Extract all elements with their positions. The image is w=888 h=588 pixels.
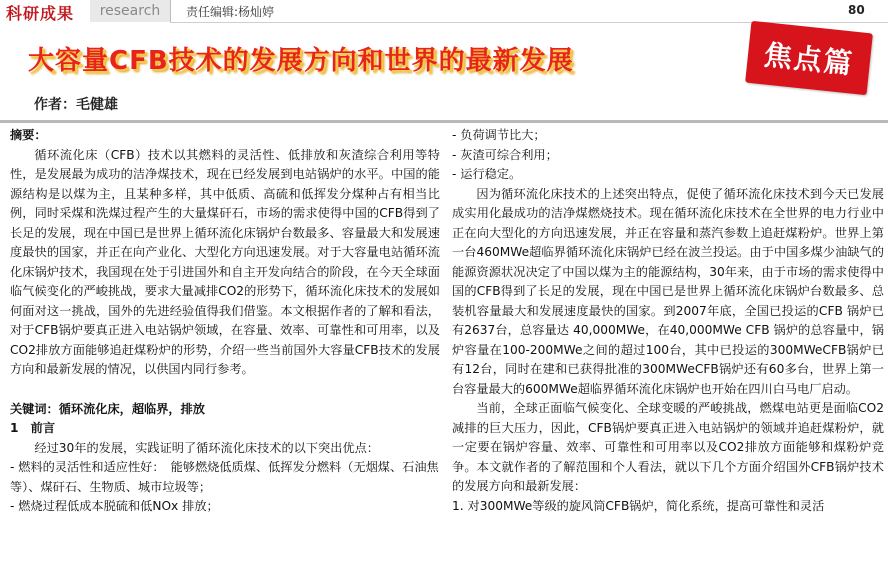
article-title: 大容量CFB技术的发展方向和世界的最新发展 <box>28 46 574 76</box>
bullet-item: - 燃料的灵活性和适应性好： 能够燃烧低质煤、低挥发分燃料（无烟煤、石油焦等）、煤矸石、生物质、城市垃圾等； <box>10 460 439 494</box>
badge-text: 焦点篇 <box>762 38 856 81</box>
body-paragraph: 因为循环流化床技术的上述突出特点，促使了循环流化床技术到今天已发展成实用化最成功的洁净煤燃烧技术。现在循环流化床技术在全世界的电力行业中正在向大型化的方向迅速发展，并正在容量和蒸汽参数上追赶煤粉炉。世界上第一台460MWe超临界循环流化床锅炉已经在波兰投运。由于中国多煤少油缺气的能源资源状况决定了中国以煤为主的能源结构，30年来，由于市场的需求使得中国的CFB得到了长足的发展，现在中国已是世界上循环流化床锅炉台数最多、总装机容量最大和发展速度最快的国家。到2007年底，全国已投运的CFB 锅炉已有2637台，总容量达 40,000MWe，在40,000MWe CFB 锅炉的总容量中，锅炉容量在100-200MWe之间的超过100台，其中已投运的300MWeCFB锅炉已有12台，同时在建和已获得批准的300MWeCFB锅炉还有60多台，世界上第一台容量最大的600MWe超临界循环流化床锅炉也开始在四川白马电厂启动。 <box>452 186 884 396</box>
brand-text: 科研成果 <box>6 3 75 23</box>
keywords: 关键词：循环流化床，超临界，排放 <box>10 401 205 416</box>
brand-logo <box>0 0 90 24</box>
author-line: 作者：毛健雄 <box>34 97 118 113</box>
section-heading: 1 前言 <box>10 421 56 435</box>
right-column <box>452 126 884 516</box>
spacer <box>10 380 440 400</box>
focus-badge <box>745 21 873 95</box>
editor-credit: 责任编辑:杨灿婷 <box>186 5 275 19</box>
section-label: research <box>99 3 161 19</box>
bullet-item: - 运行稳定。 <box>452 167 522 181</box>
numbered-item: 1. 对300MWe等级的旋风筒CFB锅炉，简化系统，提高可靠性和灵活 <box>452 498 825 513</box>
title-divider <box>0 120 888 123</box>
abstract-heading: 摘要： <box>10 128 47 142</box>
bullet-item: - 燃烧过程低成本脱硫和低NOx 排放； <box>10 499 219 513</box>
body-paragraph: 当前，全球正面临气候变化、全球变暖的严峻挑战，燃煤电站更是面临CO2减排的巨大压力，因此，CFB锅炉要真正进入电站锅炉的领域并追赶煤粉炉，就一定要在锅炉容量、效率、可靠性和可用率以及CO2排放方面能够和煤粉炉竞争。本文就作者的了解范围和个人看法，就以下几个方面介绍国外CFB锅炉技术的发展方向和最新发展： <box>452 401 884 493</box>
bullet-item: - 负荷调节比大； <box>452 128 546 142</box>
left-column <box>10 126 440 517</box>
bullet-item: - 灰渣可综合利用； <box>452 147 558 162</box>
page-number: 80 <box>848 3 865 17</box>
section-intro: 经过30年的发展，实践证明了循环流化床技术的以下突出优点： <box>34 440 379 455</box>
section-tab <box>90 0 171 22</box>
abstract-text: 循环流化床（CFB）技术以其燃料的灵活性、低排放和灰渣综合利用等特性，是发展最为成功的洁净煤技术，现在已经发展到电站锅炉的水平。中国的能源结构是以煤为主，且某种多样，其中低质、高硫和低挥发分煤种占有相当比例，同时采煤和洗煤过程产生的大量煤矸石，市场的需求使得中国的CFB得到了长足的发展，现在中国已是世界上循环流化床锅炉台数最多、容量最大和发展速度最快的国家，并正在向产业化、大型化方向迅速发展。对于大容量电站循环流化床锅炉技术，我国现在处于引进国外和自主开发向结合的阶段，在今天全球面临气候变化的严峻挑战，要求大量减排CO2的形势下，循环流化床技术的发展如何面对这一挑战，国外的先进经验值得我们借鉴。本文根据作者的了解和看法，对于CFB锅炉要真正进入电站锅炉领域，在容量、效率、可靠性和可用率，以及CO2排放方面能够追赶煤粉炉的形势，介绍一些当前国外大容量CFB技术的发展方向和最新发展的情况，以供国内同行参考。 <box>10 147 440 376</box>
